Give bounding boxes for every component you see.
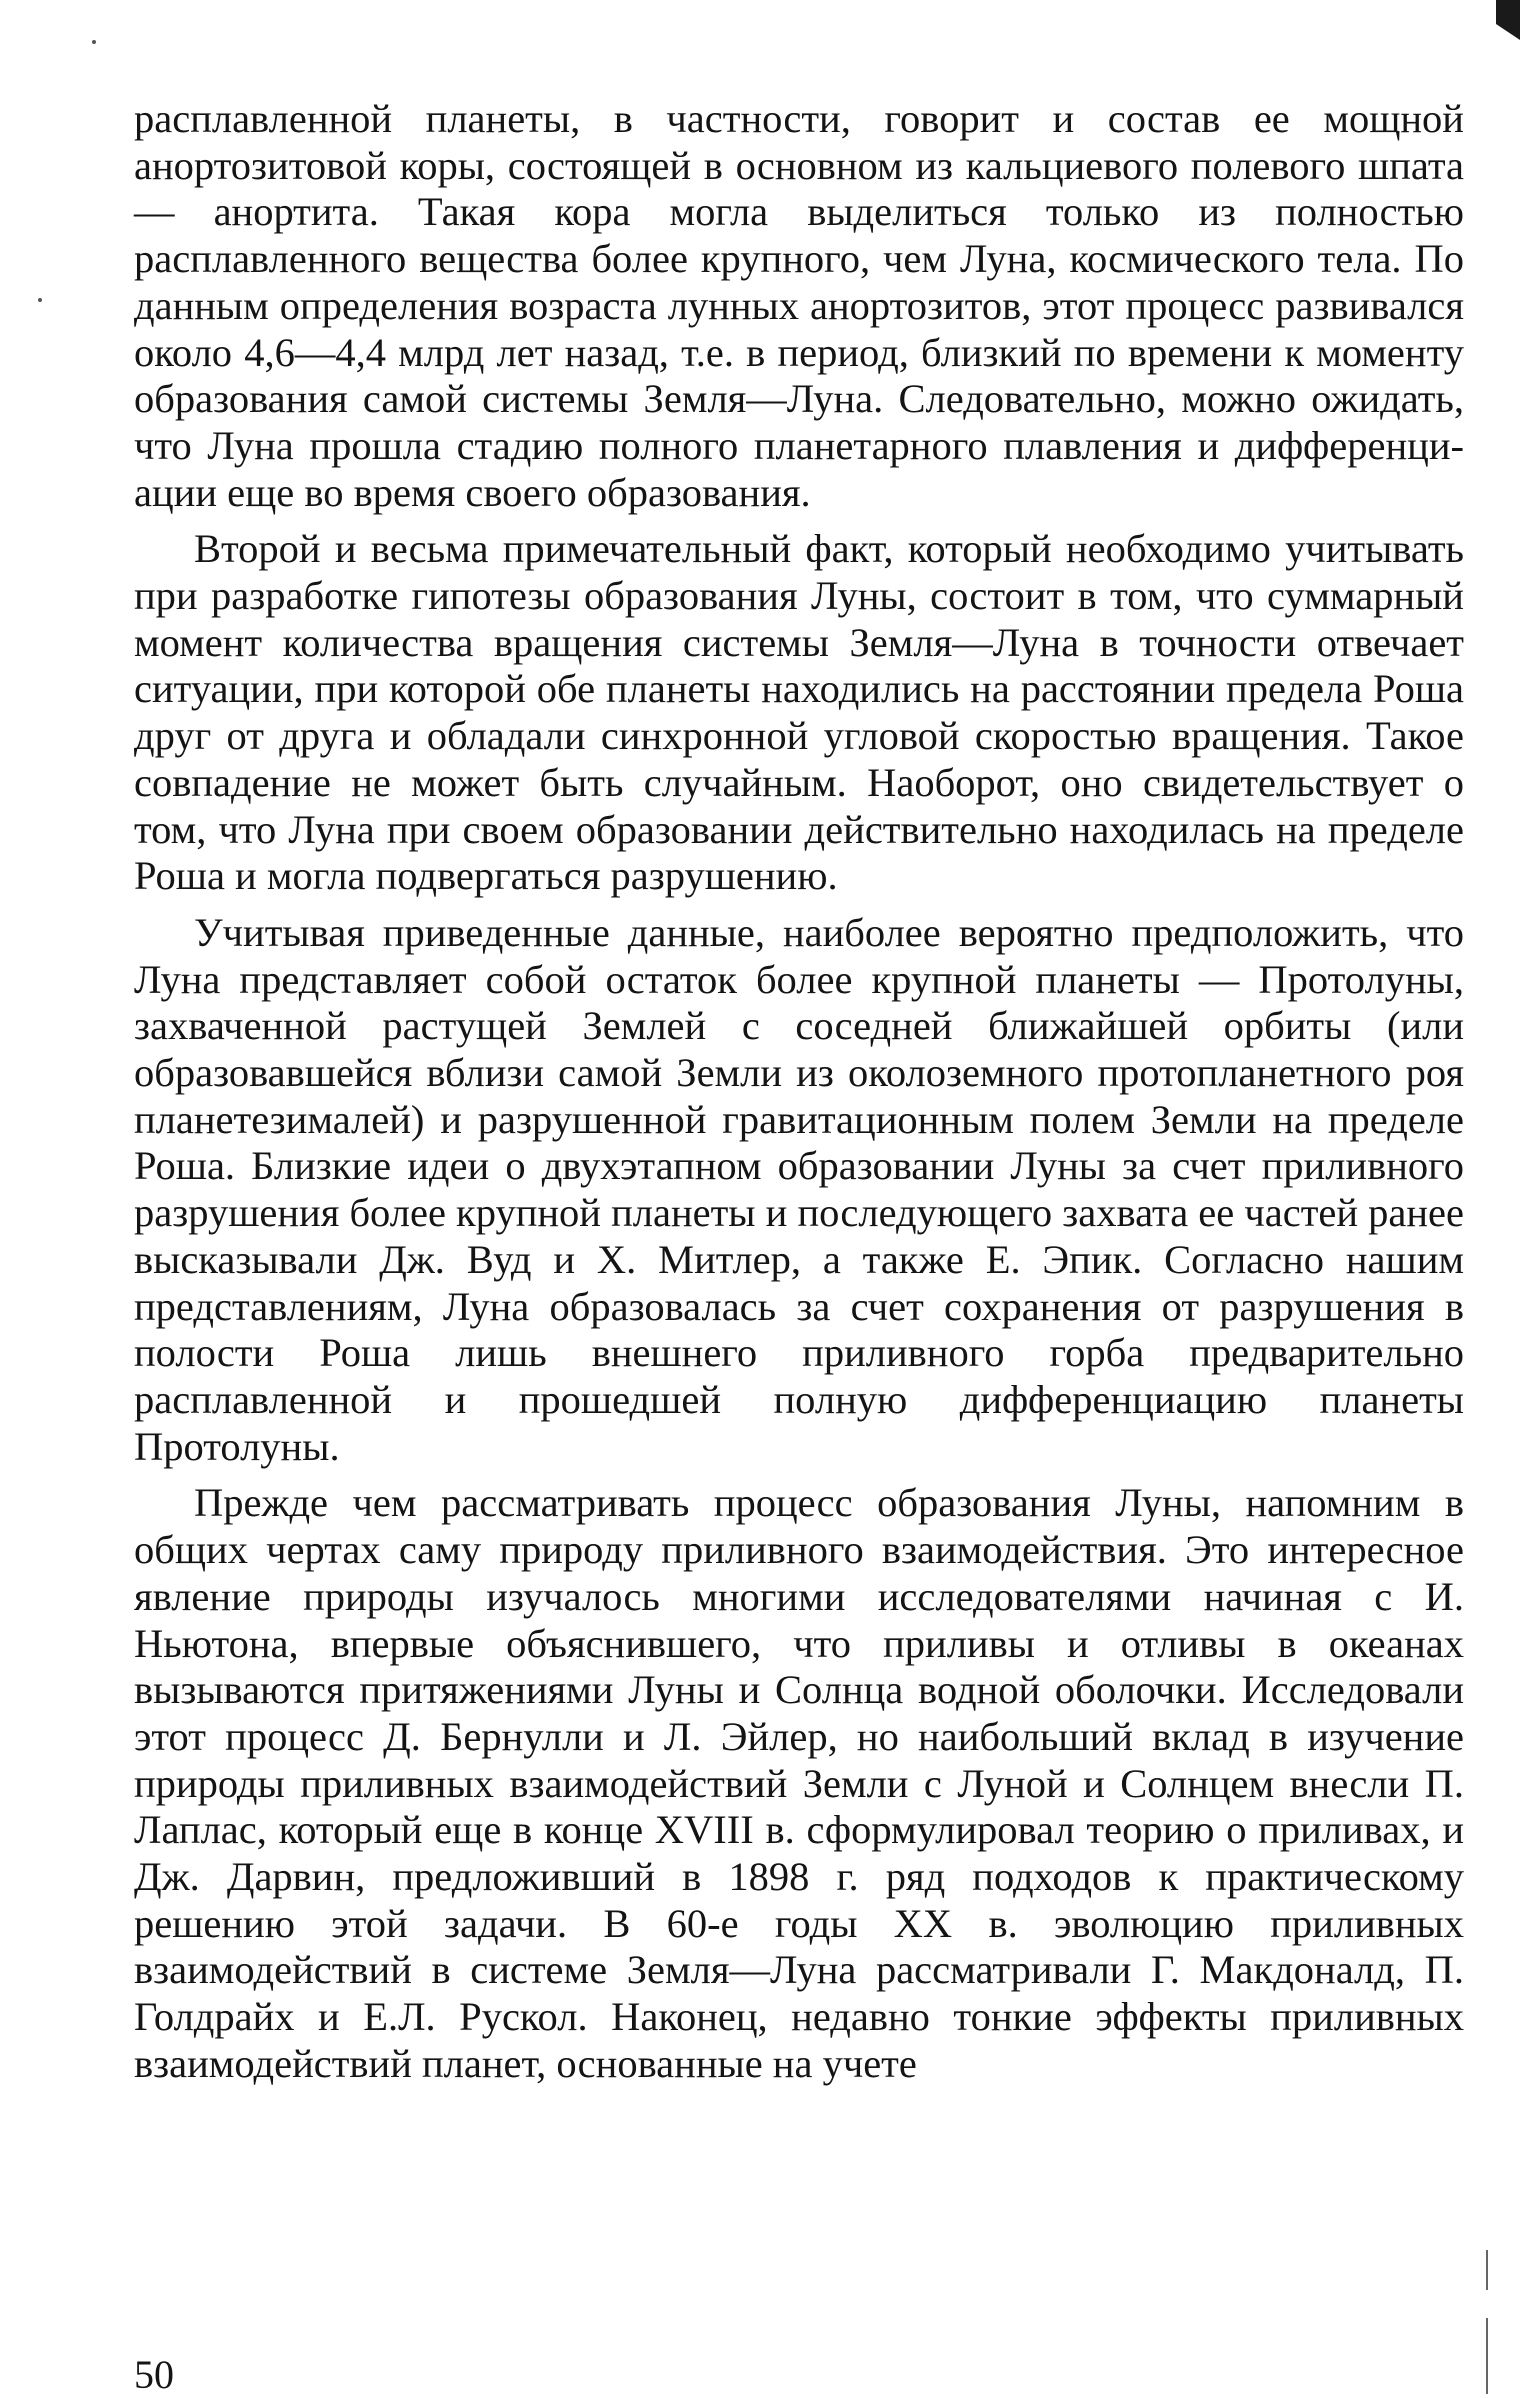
scan-speck bbox=[92, 40, 96, 44]
scan-corner-mark bbox=[1496, 0, 1520, 40]
scan-edge-line bbox=[1486, 2250, 1488, 2290]
page-body bbox=[134, 96, 1464, 2088]
paragraph-1: расплавленной планеты, в частности, говорит и состав ее мощной анортозитовой коры, состоящей в основном из кальциевого полевого шпата — анортита. Такая кора могла выделиться только из полностью расплавленного вещества более крупного, чем Луна, космического тела. По данным определения возраста лунных анортозитов, этот процесс развивался около 4,6—4,4 млрд лет назад, т.е. в период, близкий по времени к моменту образования самой системы Земля—Луна. Следовательно, можно ожидать, что Луна прошла стадию полного планетарного плавления и дифференциации еще во время своего образования. bbox=[134, 96, 1464, 515]
paragraph-4: Прежде чем рассматривать процесс образования Луны, напомним в общих чертах саму природу приливного взаимодействия. Это интересное явление природы изучалось многими исследователями начиная с И. Ньютона, впервые объяснившего, что приливы и отливы в океанах вызываются притяжениями Луны и Солнца водной оболочки. Исследовали этот процесс Д. Бернулли и Л. Эйлер, но наибольший вклад в изучение природы приливных взаимодействий Земли с Луной и Солнцем внесли П. Лаплас, который еще в конце XVIII в. сформулировал теорию о приливах, и Дж. Дарвин, предложивший в 1898 г. ряд подходов к практическому решению этой задачи. В 60-е годы XX в. эволюцию приливных взаимодействий в системе Земля—Луна рассматривали Г. Макдоналд, П. Голдрайх и Е.Л. Рускол. Наконец, недавно тонкие эффекты приливных взаимодействий планет, основанные на учете bbox=[134, 1480, 1464, 2086]
page-number: 50 bbox=[134, 2352, 174, 2397]
paragraph-2: Второй и весьма примечательный факт, который необходимо учитывать при разработке гипотезы образования Луны, состоит в том, что суммарный момент количества вращения системы Земля—Луна в точности отвечает ситуации, при которой обе планеты находились на расстоянии предела Роша друг от друга и обладали синхронной угловой скоростью вращения. Такое совпадение не может быть случайным. Наоборот, оно свидетельствует о том, что Луна при своем образовании действительно находилась на пределе Роша и могла подвергаться разрушению. bbox=[134, 526, 1464, 899]
paragraph-3: Учитывая приведенные данные, наиболее вероятно предположить, что Луна представляет собой остаток более крупной планеты — Протолуны, захваченной растущей Землей с соседней ближайшей орбиты (или образовавшейся вблизи самой Земли из околоземного протопланетного роя планетезималей) и разрушенной гравитационным полем Земли на пределе Роша. Близкие идеи о двухэтапном образовании Луны за счет приливного разрушения более крупной планеты и последующего захвата ее частей ранее высказывали Дж. Вуд и Х. Митлер, а также Е. Эпик. Согласно нашим представлениям, Луна образовалась за счет сохранения от разрушения в полости Роша лишь внешнего приливного горба предварительно расплавленной и прошедшей полную дифференциацию планеты Протолуны. bbox=[134, 909, 1465, 1469]
scan-speck bbox=[38, 298, 42, 302]
scan-edge-line bbox=[1486, 2318, 1488, 2394]
